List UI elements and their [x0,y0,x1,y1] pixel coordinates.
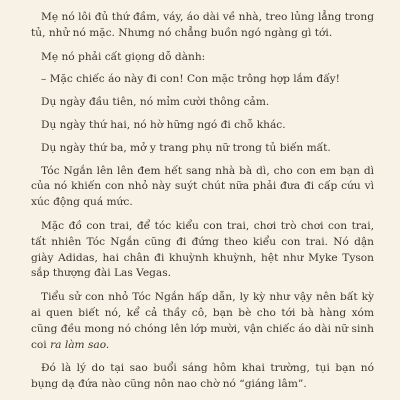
paragraph-9 [31,290,374,353]
paragraph-7: Tóc Ngắn lên lên đem hết sang nhà bà dì, cho con em bạn dì của nó khiến con nhỏ này suýt chút nữa phải đưa đi cấp cứu vì xúc động quá mức. [31,164,374,209]
paragraph-1: Mẹ nó lôi đủ thứ đầm, váy, áo dài về nhà, treo lủng lẳng trong tủ, nhử nó mặc. Nhưng nó chẳng buồn ngó ngàng gì tới. [31,11,374,39]
paragraph-5: Dụ ngày thứ hai, nó hờ hững ngó đi chỗ khác. [41,118,286,131]
paragraph-9-italic: ra làm sao. [50,338,110,351]
paragraph-9-text: Tiểu sử con nhỏ Tóc Ngắn hấp dẫn, ly kỳ như vậy nên bất kỳ ai quen biết nó, kể cả thầy cô, bạn bè cho tới bà hàng xóm cũng đều mong nó chóng lên lớp mười, vận chiếc áo dài nữ sinh coi [31,291,374,351]
paragraph-3: – Mặc chiếc áo này đi con! Con mặc trông hợp lắm đấy! [41,73,340,86]
paragraph-6: Dụ ngày thứ ba, mở y trang phụ nữ trong tủ biến mất. [41,141,331,154]
paragraph-10: Đó là lý do tại sao buổi sáng hôm khai trường, tụi bạn nó bụng dạ đứa nào cũng nôn nao chờ nó “giáng lâm”. [31,362,374,391]
paragraph-4: Dụ ngày đầu tiên, nó mỉm cười thông cảm. [41,96,270,109]
paragraph-2: Mẹ nó phải cất giọng dỗ dành: [41,50,206,63]
paragraph-8: Mặc đồ con trai, để tóc kiểu con trai, chơi trò chơi con trai, tất nhiên Tóc Ngắn cũng đi đứng theo kiểu con trai. Nó dận giày Adidas, hai chân đi khuỳnh khuỳnh, hệt như Myke Tyson sắp thượng đài Las Vegas. [31,219,374,280]
